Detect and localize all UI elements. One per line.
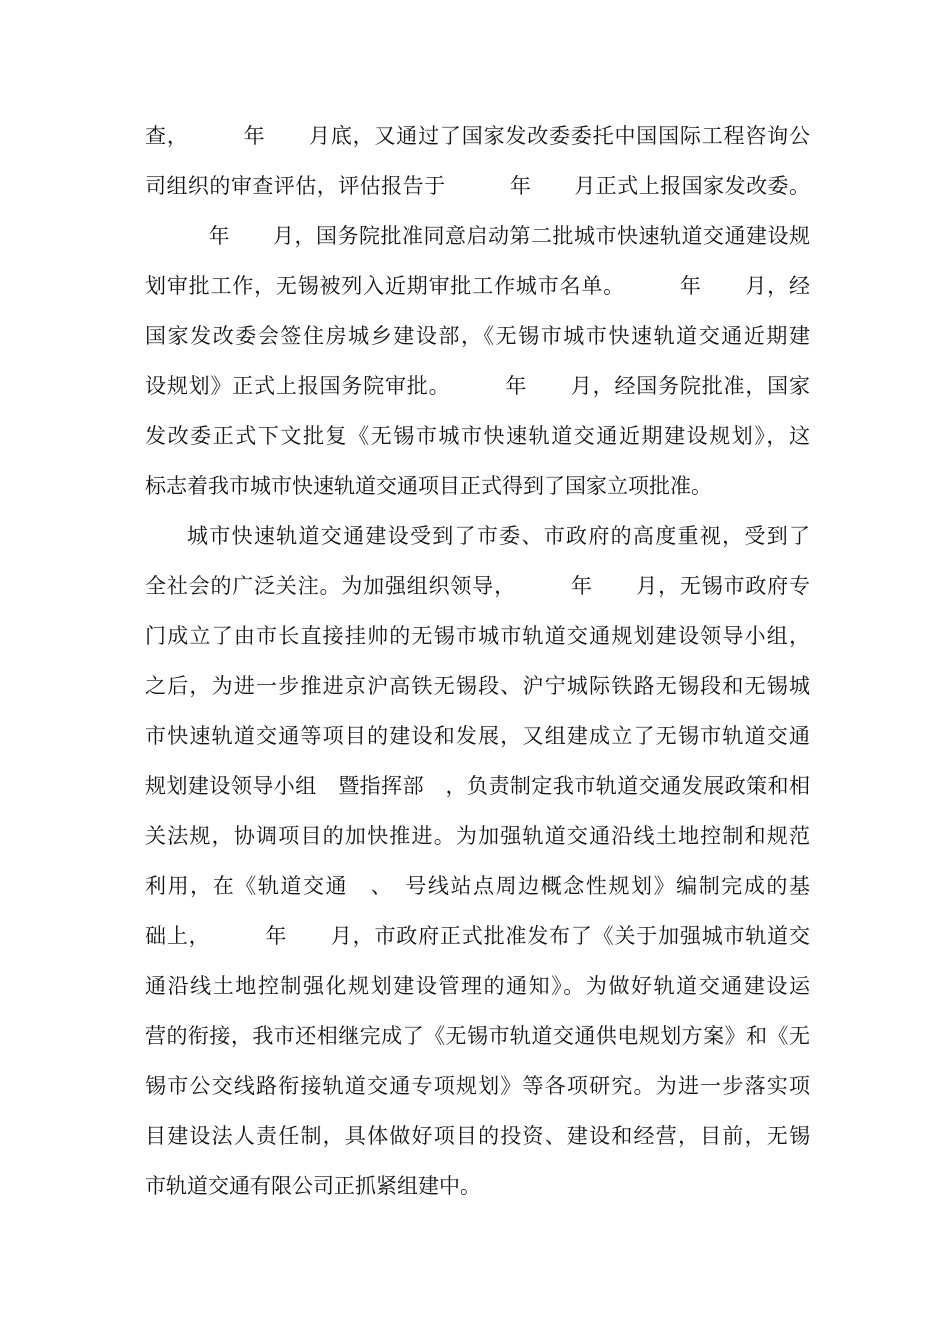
text-line: 利用，在《轨道交通 、 号线站点周边概念性规划》编制完成的基 bbox=[145, 874, 810, 898]
text-line: 锡市公交线路衔接轨道交通专项规划》等各项研究。为进一步落实项 bbox=[145, 1074, 810, 1098]
text-line: 门成立了由市长直接挂帅的无锡市城市轨道交通规划建设领导小组， bbox=[145, 624, 810, 648]
text-line: 城市快速轨道交通建设受到了市委、市政府的高度重视，受到了 bbox=[187, 524, 810, 548]
text-line: 发改委正式下文批复《无锡市城市快速轨道交通近期建设规划》，这 bbox=[145, 424, 810, 448]
text-line: 划审批工作，无锡被列入近期审批工作城市名单。 年 月，经 bbox=[145, 274, 810, 298]
text-line: 础上， 年 月，市政府正式批准发布了《关于加强城市轨道交 bbox=[145, 924, 810, 948]
text-line: 市快速轨道交通等项目的建设和发展，又组建成立了无锡市轨道交通 bbox=[145, 724, 810, 748]
text-line: 国家发改委会签住房城乡建设部，《无锡市城市快速轨道交通近期建 bbox=[145, 324, 810, 348]
text-line: 市轨道交通有限公司正抓紧组建中。 bbox=[145, 1174, 481, 1198]
text-line: 司组织的审查评估，评估报告于 年 月正式上报国家发改委。 bbox=[145, 174, 810, 198]
text-line: 目建设法人责任制，具体做好项目的投资、建设和经营，目前，无锡 bbox=[145, 1124, 810, 1148]
text-line: 营的衔接，我市还相继完成了《无锡市轨道交通供电规划方案》和《无 bbox=[145, 1024, 810, 1048]
text-line: 规划建设领导小组 暨指挥部 ，负责制定我市轨道交通发展政策和相 bbox=[145, 774, 810, 798]
text-line: 查， 年 月底，又通过了国家发改委委托中国国际工程咨询公 bbox=[145, 124, 810, 148]
text-line: 全社会的广泛关注。为加强组织领导， 年 月，无锡市政府专 bbox=[145, 574, 810, 598]
text-line: 设规划》正式上报国务院审批。 年 月，经国务院批准，国家 bbox=[145, 374, 810, 398]
text-line: 标志着我市城市快速轨道交通项目正式得到了国家立项批准。 bbox=[145, 474, 712, 498]
text-line: 通沿线土地控制强化规划建设管理的通知》。为做好轨道交通建设运 bbox=[145, 974, 810, 998]
text-line: 年 月，国务院批准同意启动第二批城市快速轨道交通建设规 bbox=[187, 224, 810, 248]
text-line: 之后，为进一步推进京沪高铁无锡段、沪宁城际铁路无锡段和无锡城 bbox=[145, 674, 810, 698]
text-line: 关法规，协调项目的加快推进。为加强轨道交通沿线土地控制和规范 bbox=[145, 824, 810, 848]
